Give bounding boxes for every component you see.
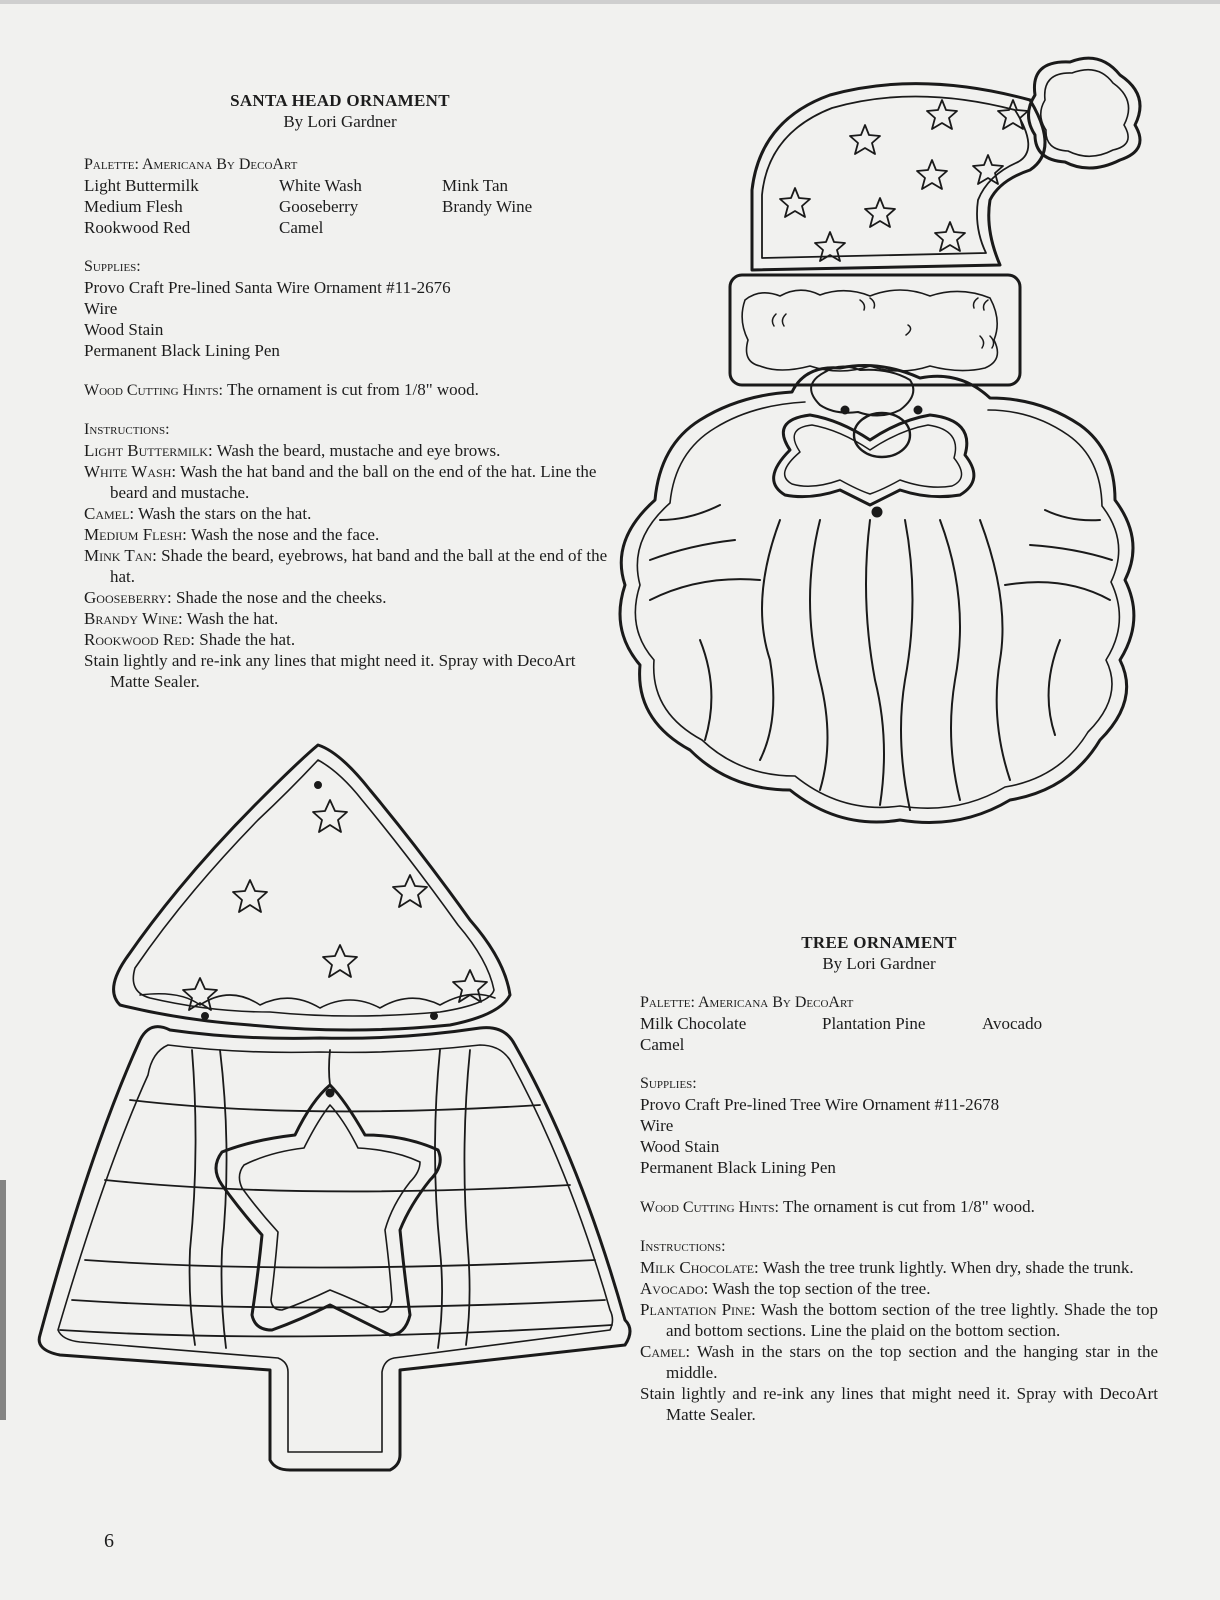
tree-palette-label: Palette: Americana By DecoArt	[640, 994, 854, 1011]
step-text: Wash the tree trunk lightly. When dry, shade the trunk.	[762, 1258, 1134, 1277]
step-color: Rookwood Red:	[84, 630, 195, 649]
palette-color: Brandy Wine	[442, 197, 533, 216]
step-color: Brandy Wine:	[84, 609, 183, 628]
page-number: 6	[104, 1530, 114, 1552]
step-text: Wash in the stars on the top section and the hanging star in the middle.	[666, 1342, 1159, 1382]
palette-color: Rookwood Red	[84, 218, 191, 237]
santa-hat-band	[730, 275, 1020, 385]
tree-supplies-label: Supplies:	[640, 1075, 697, 1092]
palette-color: Mink Tan	[442, 176, 509, 195]
binding-shadow	[0, 1180, 6, 1420]
santa-palette-list	[84, 175, 609, 238]
step-color: Milk Chocolate:	[640, 1258, 759, 1277]
page-top-edge	[0, 0, 1220, 4]
supply-item: Permanent Black Lining Pen	[640, 1158, 836, 1177]
instruction-step	[84, 440, 609, 461]
hanging-star	[216, 1085, 440, 1335]
tree-wood-hints	[640, 1196, 1158, 1218]
step-color: Mink Tan:	[84, 546, 157, 565]
step-color: Plantation Pine:	[640, 1300, 756, 1319]
step-color: Camel:	[84, 504, 135, 523]
instruction-step	[84, 503, 609, 524]
step-color: White Wash:	[84, 462, 177, 481]
santa-supplies-label: Supplies:	[84, 258, 141, 275]
step-text: Shade the beard, eyebrows, hat band and the ball at the end of the hat.	[110, 546, 608, 586]
santa-instruction-list	[84, 440, 609, 692]
instruction-step	[640, 1299, 1158, 1341]
wood-hints-label: Wood Cutting Hints:	[84, 382, 223, 399]
santa-palette-label: Palette: Americana By DecoArt	[84, 156, 298, 173]
tree-instruction-list	[640, 1257, 1158, 1425]
tree-title: TREE ORNAMENT	[801, 933, 957, 952]
instruction-step	[640, 1341, 1158, 1383]
step-color: Light Buttermilk:	[84, 441, 213, 460]
palette-color: Gooseberry	[279, 197, 359, 216]
instruction-step	[84, 587, 609, 608]
santa-ornament-pattern	[600, 50, 1160, 840]
tree-ornament-pattern	[30, 735, 640, 1480]
palette-color: Camel	[640, 1035, 685, 1054]
instruction-step	[84, 545, 609, 587]
palette-color: Light Buttermilk	[84, 176, 199, 195]
palette-color: Camel	[279, 218, 324, 237]
step-text: Shade the nose and the cheeks.	[175, 588, 387, 607]
supply-item: Wire	[84, 299, 118, 318]
step-text: Wash the nose and the face.	[190, 525, 380, 544]
tree-byline: By Lori Gardner	[822, 954, 936, 973]
tree-top-section	[114, 745, 510, 1030]
santa-eye	[915, 407, 921, 413]
supply-item: Wire	[640, 1116, 674, 1135]
santa-byline: By Lori Gardner	[283, 112, 397, 131]
supply-item: Wood Stain	[640, 1137, 720, 1156]
step-text: Wash the beard, mustache and eye brows.	[216, 441, 501, 460]
instruction-step	[84, 524, 609, 545]
santa-instructions-label: Instructions:	[84, 421, 170, 438]
wire-hole	[873, 508, 881, 516]
instruction-step	[84, 461, 609, 503]
step-text: Wash the stars on the hat.	[138, 504, 312, 523]
step-color: Gooseberry:	[84, 588, 172, 607]
wood-hints-text: The ornament is cut from 1/8" wood.	[226, 380, 479, 399]
instruction-step	[84, 608, 609, 629]
tree-instructions-block	[640, 932, 1158, 1425]
santa-mustache	[774, 366, 974, 516]
step-text: Wash the top section of the tree.	[712, 1279, 931, 1298]
palette-color: Plantation Pine	[822, 1014, 926, 1033]
wood-hints-text: The ornament is cut from 1/8" wood.	[782, 1197, 1035, 1216]
step-text: Wash the bottom section of the tree lightly. Shade the top and bottom sections. Line the plaid on the bottom section.	[666, 1300, 1158, 1340]
step-color: Avocado:	[640, 1279, 709, 1298]
step-text: Wash the hat.	[186, 609, 279, 628]
instruction-step	[640, 1278, 1158, 1299]
supply-item: Provo Craft Pre-lined Santa Wire Ornament #11-2676	[84, 278, 451, 297]
tree-palette-list	[640, 1013, 1158, 1055]
instruction-step	[640, 1257, 1158, 1278]
closing-note: Stain lightly and re-ink any lines that might need it. Spray with DecoArt Matte Sealer.	[640, 1384, 1158, 1424]
santa-title: SANTA HEAD ORNAMENT	[230, 91, 450, 110]
palette-color: Avocado	[982, 1014, 1043, 1033]
supply-item: Permanent Black Lining Pen	[84, 341, 280, 360]
tree-bottom-section	[39, 1027, 630, 1470]
palette-color: Milk Chocolate	[640, 1014, 747, 1033]
step-color: Medium Flesh:	[84, 525, 187, 544]
closing-note: Stain lightly and re-ink any lines that might need it. Spray with DecoArt Matte Sealer.	[84, 651, 576, 691]
tree-instructions-label: Instructions:	[640, 1238, 726, 1255]
palette-color: Medium Flesh	[84, 197, 183, 216]
supply-item: Provo Craft Pre-lined Tree Wire Ornament #11-2678	[640, 1095, 1000, 1114]
step-color: Camel:	[640, 1342, 691, 1361]
supply-item: Wood Stain	[84, 320, 164, 339]
santa-eye	[842, 407, 848, 413]
step-text: Wash the hat band and the ball on the end of the hat. Line the beard and mustache.	[110, 462, 597, 502]
santa-instructions-block	[84, 90, 609, 692]
step-text: Shade the hat.	[199, 630, 296, 649]
santa-hat	[752, 58, 1140, 270]
wood-hints-label: Wood Cutting Hints:	[640, 1199, 779, 1216]
santa-wood-hints	[84, 379, 609, 401]
instruction-step	[84, 629, 609, 650]
palette-color: White Wash	[279, 176, 362, 195]
